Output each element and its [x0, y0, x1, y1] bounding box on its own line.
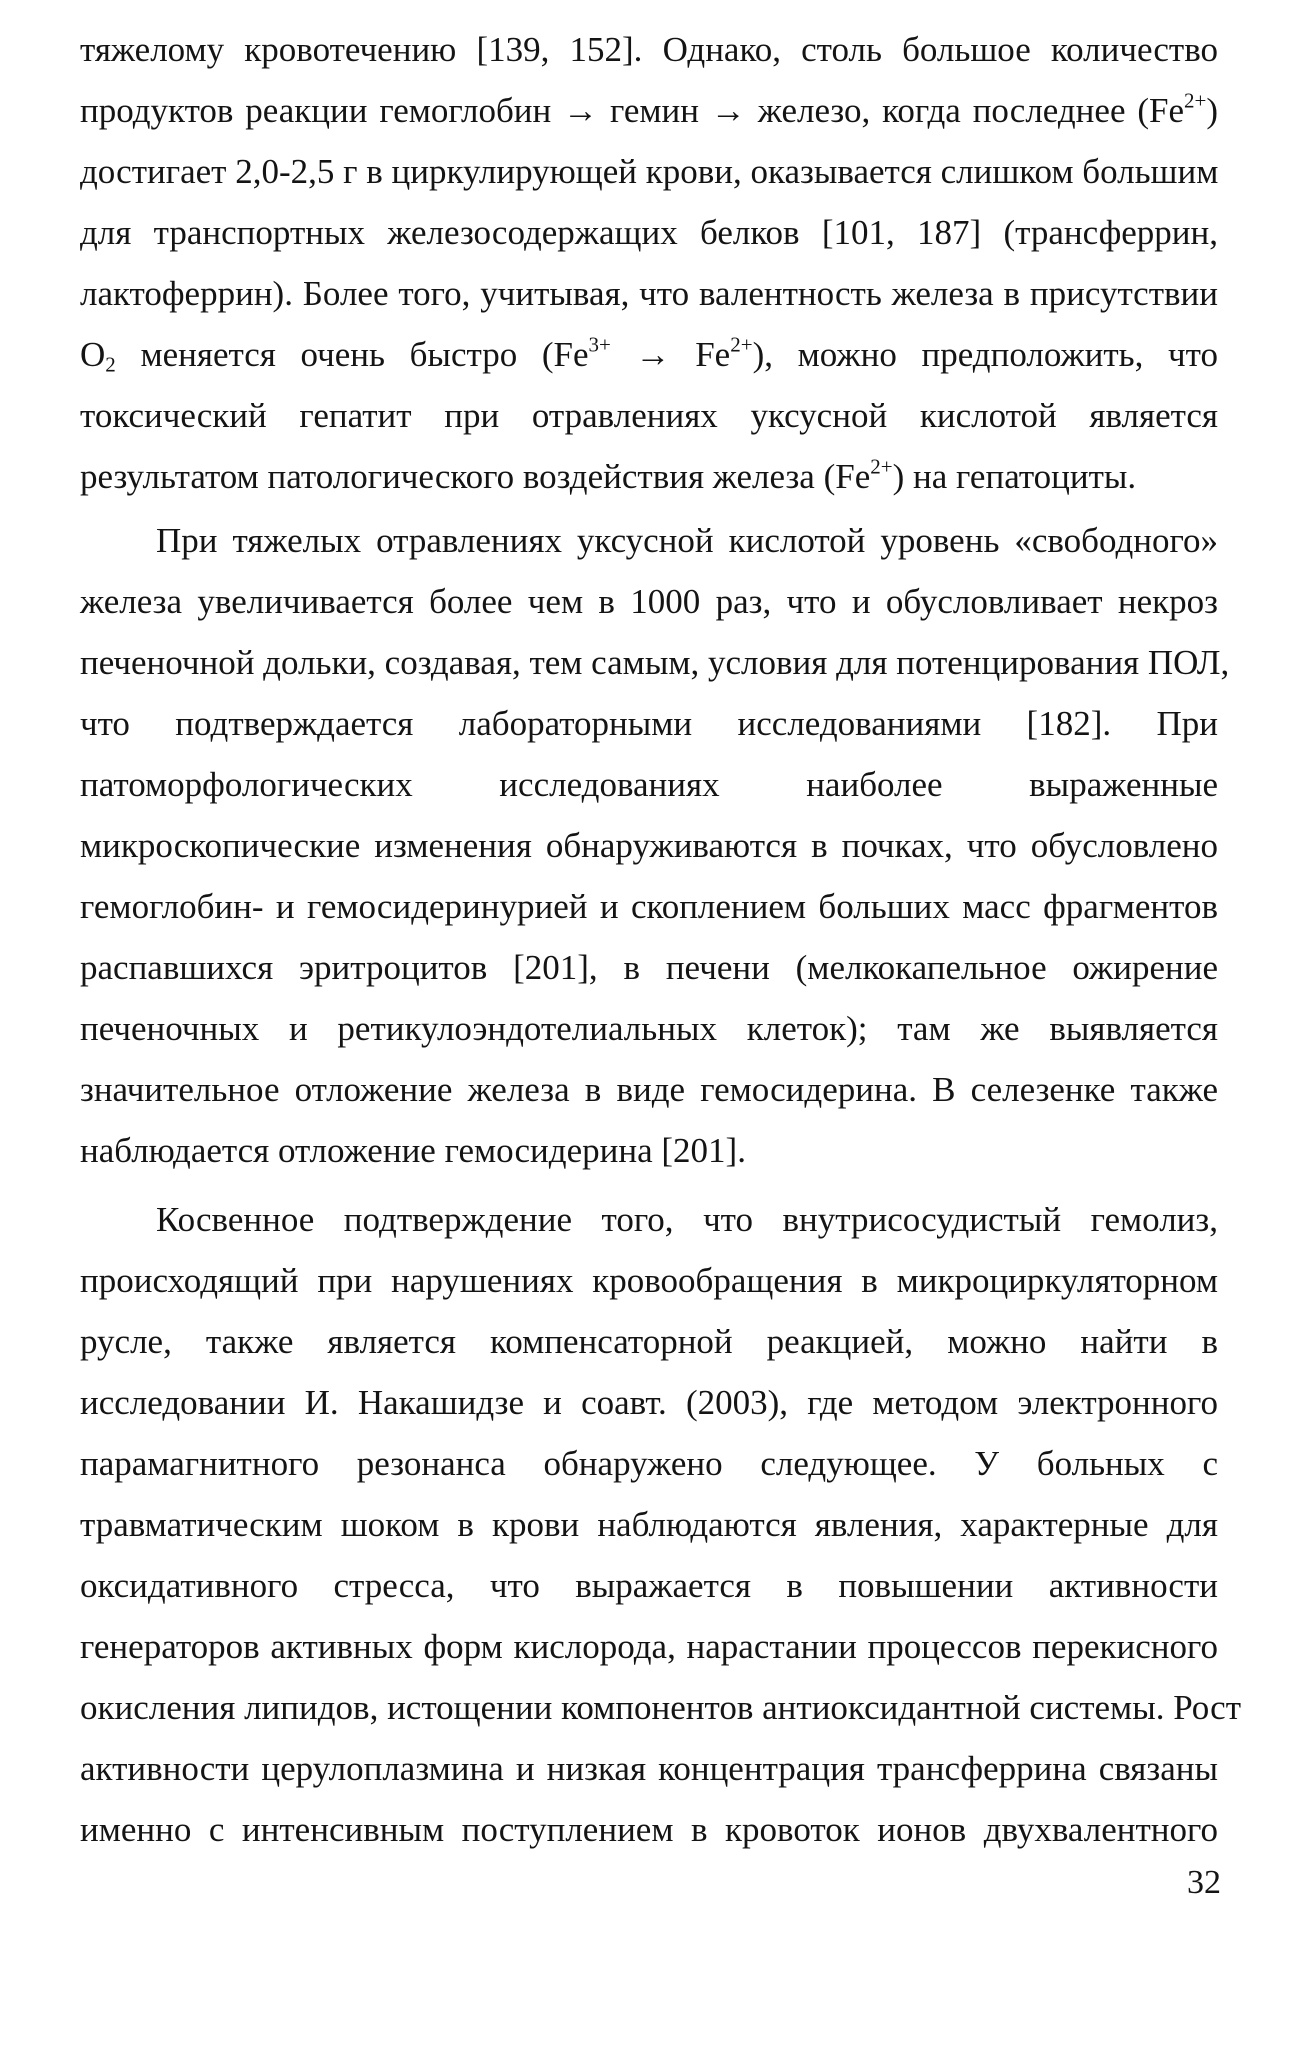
text-line: парамагнитного резонанса обнаружено следующее. У больных с [80, 1444, 1218, 1483]
text-line: тяжелому кровотечению [139, 152]. Однако, столь большое количество [80, 30, 1218, 69]
text-line: печеночной дольки, создавая, тем самым, условия для потенцирования ПОЛ, [80, 643, 1230, 682]
text-line: происходящий при нарушениях кровообращения в микроциркуляторном [80, 1261, 1218, 1300]
text-line: травматическим шоком в крови наблюдаются явления, характерные для [80, 1505, 1218, 1544]
text-line: железа увеличивается более чем в 1000 раз, что и обусловливает некроз [80, 582, 1218, 621]
text-line: исследовании И. Накашидзе и соавт. (2003), где методом электронного [80, 1383, 1218, 1422]
text-line: что подтверждается лабораторными исследованиями [182]. При [80, 704, 1218, 743]
text-line: для транспортных железосодержащих белков [101, 187] (трансферрин, [80, 213, 1218, 252]
text-line: лактоферрин). Более того, учитывая, что валентность железа в присутствии [80, 274, 1218, 313]
text-line: русле, также является компенсаторной реакцией, можно найти в [80, 1322, 1218, 1361]
text-line: При тяжелых отравлениях уксусной кислотой уровень «свободного» [156, 521, 1218, 560]
text-line: результатом патологического воздействия железа $(Fe^{2+})$ на гепатоциты. [80, 454, 1137, 496]
text-line: наблюдается отложение гемосидерина [201]. [80, 1131, 746, 1170]
text-line: гемоглобин- и гемосидеринурией и скоплением больших масс фрагментов [80, 887, 1218, 926]
text-line: оксидативного стресса, что выражается в повышении активности [80, 1566, 1218, 1605]
text-line: $O_2$ меняется очень быстро $(Fe^{3+} \to Fe^{2+})$, можно предположить, что [80, 332, 1218, 377]
text-line: патоморфологических исследованиях наиболее выраженные [80, 765, 1218, 804]
text-line: активности церулоплазмина и низкая концентрация трансферрина связаны [80, 1749, 1218, 1788]
page-number: 32 [1187, 1864, 1221, 1901]
text-line: продуктов реакции гемоглобин → гемин → железо, когда последнее $(Fe^{2+})$ [80, 88, 1218, 130]
text-line: достигает 2,0-2,5 г в циркулирующей крови, оказывается слишком большим [80, 152, 1219, 191]
text-line: микроскопические изменения обнаруживаются в почках, что обусловлено [80, 826, 1218, 865]
text-line: Косвенное подтверждение того, что внутрисосудистый гемолиз, [156, 1200, 1218, 1239]
text-line: распавшихся эритроцитов [201], в печени (мелкокапельное ожирение [80, 948, 1218, 987]
text-line: значительное отложение железа в виде гемосидерина. В селезенке также [80, 1070, 1218, 1109]
text-line: печеночных и ретикулоэндотелиальных клеток); там же выявляется [80, 1009, 1218, 1048]
text-line: токсический гепатит при отравлениях уксусной кислотой является [80, 396, 1218, 435]
text-line: окисления липидов, истощении компонентов антиоксидантной системы. Рост [80, 1688, 1241, 1727]
text-line: именно с интенсивным поступлением в кровоток ионов двухвалентного [80, 1810, 1218, 1849]
text-line: генераторов активных форм кислорода, нарастании процессов перекисного [80, 1627, 1218, 1666]
